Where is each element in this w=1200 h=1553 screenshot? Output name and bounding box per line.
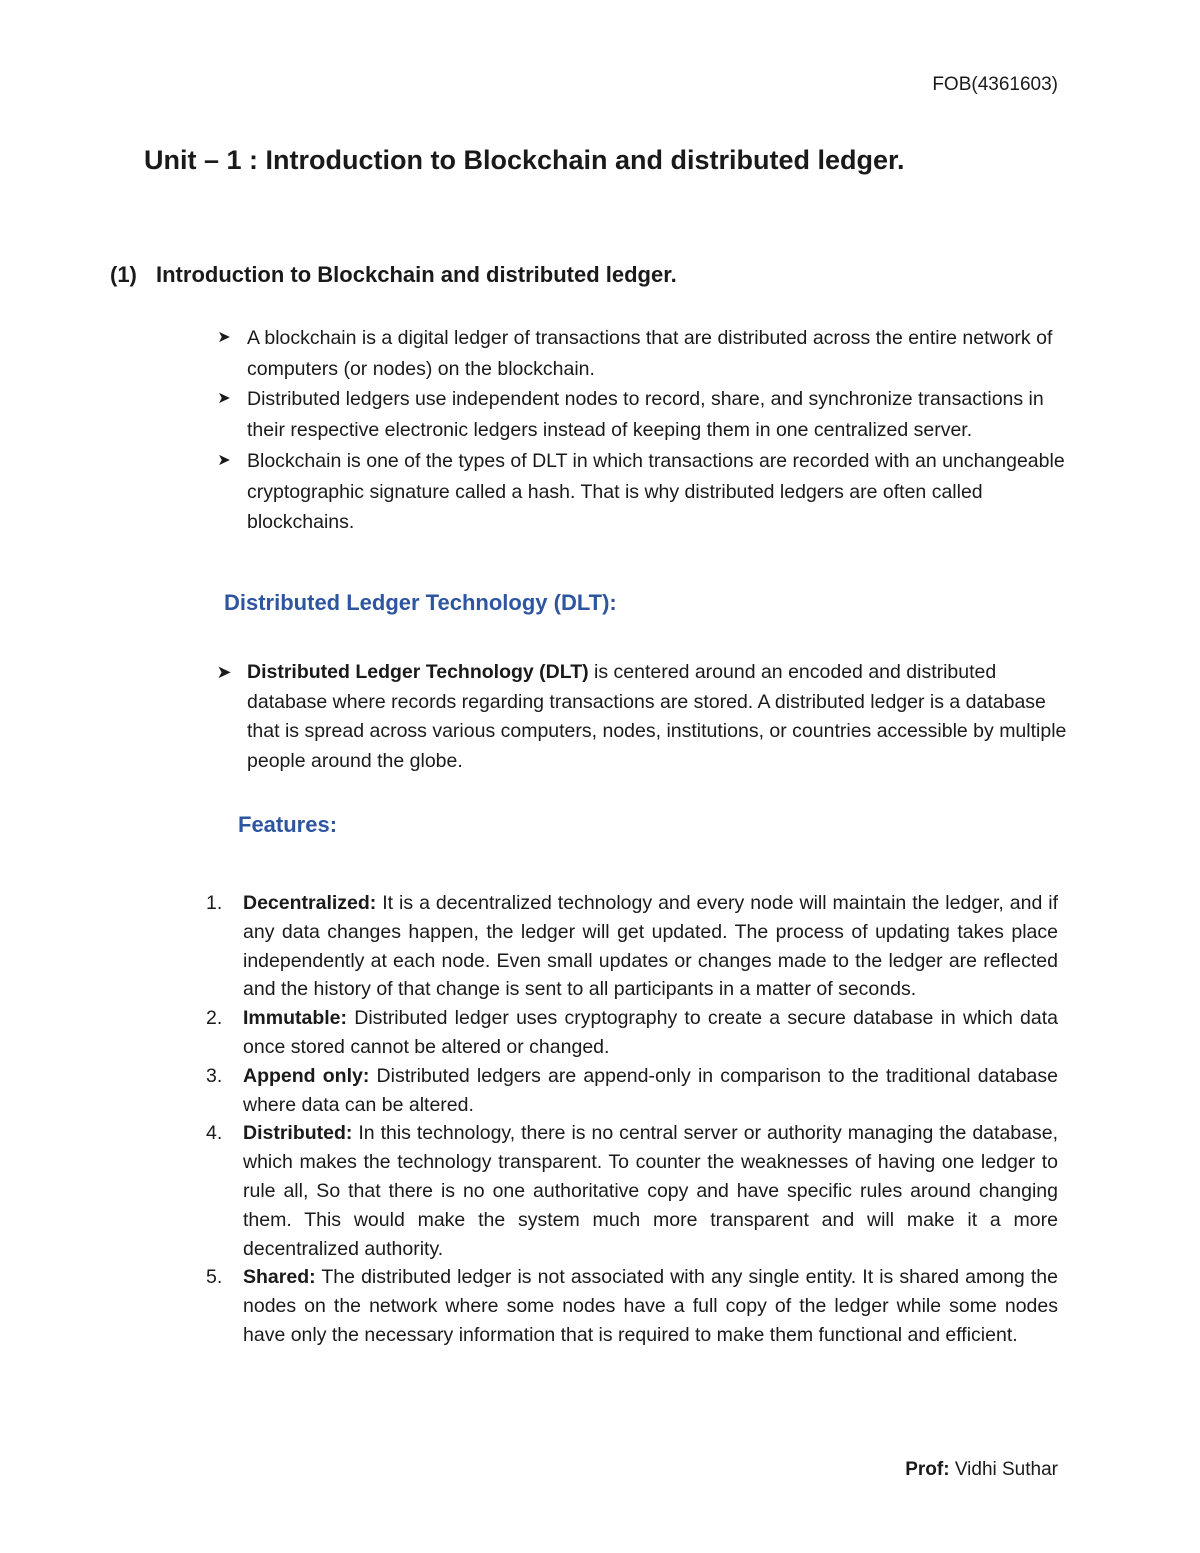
feature-text: In this technology, there is no central server or authority managing the database, which makes the technology transparent. To counter the weaknesses of having one ledger to rule all, So that there is no one authoritative copy and have specific rules around changing them. This would make the system much more transparent and will make it a more decentralized authority. xyxy=(243,1122,1058,1260)
feature-term: Immutable: xyxy=(243,1007,348,1030)
features-list xyxy=(200,889,1058,1350)
feature-text: Distributed ledger uses cryptography to create a secure database in which data once stored cannot be altered or changed. xyxy=(243,1007,1058,1058)
arrowhead-bullet-icon: ➤ xyxy=(217,329,231,346)
feature-term: Append only: xyxy=(243,1064,370,1087)
list-item xyxy=(200,1119,1058,1263)
arrowhead-bullet-icon: ➤ xyxy=(217,390,231,408)
feature-term: Shared: xyxy=(243,1266,316,1289)
list-item xyxy=(214,446,1074,538)
dlt-term: Distributed Ledger Technology (DLT) xyxy=(247,661,589,683)
bullet-text: Blockchain is one of the types of DLT in which transactions are recorded with an unchangeable cryptographic signature called a hash. That is why distributed ledgers are often called blockchains. xyxy=(247,449,1065,534)
item-number: 3. xyxy=(206,1064,223,1087)
arrowhead-bullet-icon: ➤ xyxy=(216,662,232,682)
item-number: 4. xyxy=(206,1122,223,1145)
list-item xyxy=(200,1263,1058,1349)
item-number: 5. xyxy=(206,1266,223,1289)
feature-text: It is a decentralized technology and every node will maintain the ledger, and if any data changes happen, the ledger will get updated. The process of updating takes place independently at each node. Even small updates or changes made to the ledger are reflected and the history of that change is sent to all participants in a matter of seconds. xyxy=(243,892,1058,1001)
section-title: Introduction to Blockchain and distributed ledger. xyxy=(156,262,677,287)
list-item xyxy=(214,323,1074,384)
list-item xyxy=(214,658,1074,776)
header-course-code: FOB(4361603) xyxy=(932,74,1058,95)
features-heading: Features: xyxy=(238,812,338,837)
bullet-text: A blockchain is a digital ledger of transactions that are distributed across the entire network of computers (or nodes) on the blockchain. xyxy=(247,327,1053,380)
list-item xyxy=(214,384,1074,445)
list-item xyxy=(200,1004,1058,1062)
intro-bullet-list xyxy=(214,323,1074,538)
section-number: (1) xyxy=(110,262,137,287)
item-number: 2. xyxy=(206,1007,223,1030)
feature-text: Distributed ledgers are append-only in comparison to the traditional database where data can be altered. xyxy=(243,1064,1058,1116)
dlt-description: is centered around an encoded and distributed database where records regarding transactions are stored. A distributed ledger is a database that is spread across various computers, nodes, institutions, or countries accessible by multiple people around the globe. xyxy=(247,661,1067,772)
unit-title: Unit – 1 : Introduction to Blockchain and distributed ledger. xyxy=(144,145,905,175)
section-heading xyxy=(110,262,1070,288)
list-item xyxy=(200,889,1058,1004)
dlt-bullet-list xyxy=(214,658,1074,776)
feature-term: Decentralized: xyxy=(243,892,377,914)
list-item xyxy=(200,1062,1058,1120)
footer-author xyxy=(905,1459,1058,1481)
feature-text: The distributed ledger is not associated with any single entity. It is shared among the nodes on the network where some nodes have a full copy of the ledger while some nodes have only the necessary information that is required to make them functional and efficient. xyxy=(243,1266,1058,1346)
footer-name: Vidhi Suthar xyxy=(949,1459,1058,1480)
bullet-text: Distributed ledgers use independent nodes to record, share, and synchronize transactions in their respective electronic ledgers instead of keeping them in one centralized server. xyxy=(247,388,1044,442)
footer-label: Prof: xyxy=(905,1459,950,1480)
item-number: 1. xyxy=(206,892,223,914)
dlt-heading: Distributed Ledger Technology (DLT): xyxy=(224,590,617,615)
feature-term: Distributed: xyxy=(243,1122,353,1145)
arrowhead-bullet-icon: ➤ xyxy=(217,451,231,469)
